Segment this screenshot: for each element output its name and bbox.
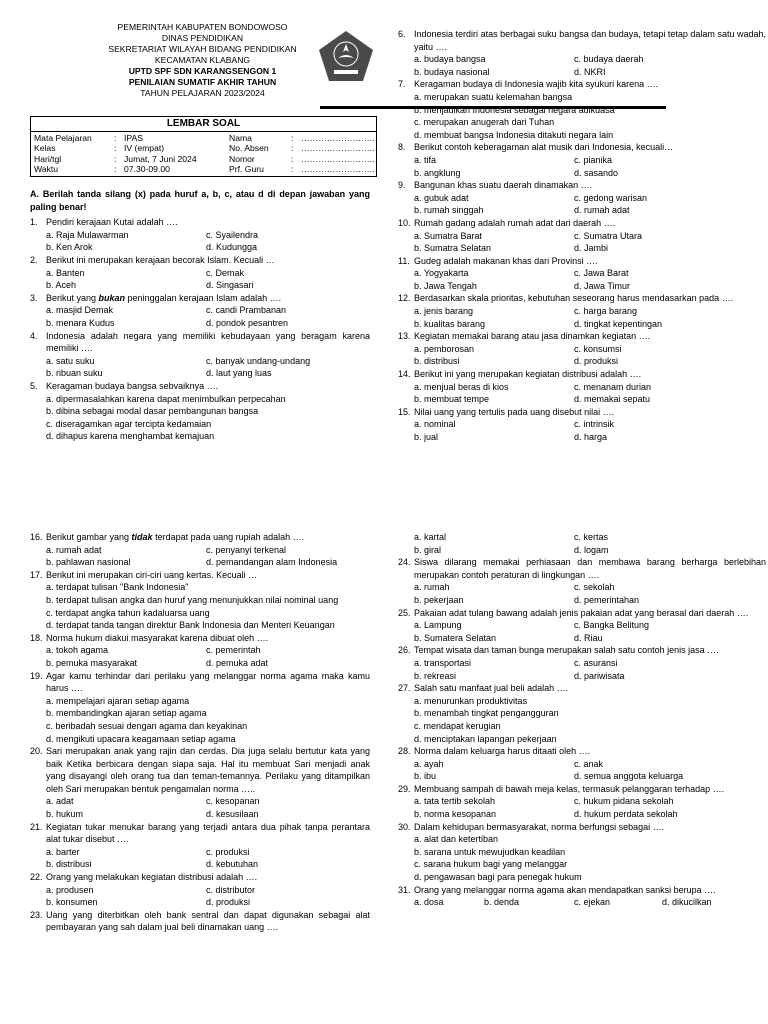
options bbox=[30, 795, 370, 820]
option[interactable]: a. transportasi bbox=[414, 657, 472, 668]
option[interactable]: c. Jawa Barat bbox=[574, 268, 629, 279]
absen-field[interactable]: …………………….. bbox=[301, 143, 375, 154]
option[interactable]: b. distribusi bbox=[46, 859, 92, 870]
option[interactable]: d. tingkat kepentingan bbox=[574, 318, 663, 329]
option[interactable]: b. ibu bbox=[414, 771, 437, 782]
question-14: 14. Berikut ini yang merupakan kegiatan distribusi adalah …. bbox=[398, 369, 642, 380]
option[interactable]: b. jual bbox=[414, 432, 439, 442]
option[interactable]: a. mempelajari ajaran setiap agama bbox=[46, 695, 190, 706]
option[interactable]: c. konsumsi bbox=[574, 343, 622, 354]
option[interactable]: d. rumah adat bbox=[574, 205, 630, 216]
name-field[interactable]: …………………….. bbox=[301, 133, 375, 143]
option[interactable]: d. sasando bbox=[574, 167, 619, 178]
header-line: DINAS PENDIDIKAN bbox=[161, 33, 244, 43]
option[interactable]: d. dikucilkan bbox=[662, 897, 712, 908]
option[interactable]: d. menciptakan lapangan pekerjaan bbox=[414, 733, 557, 744]
field-value: IV (empat) bbox=[124, 143, 165, 154]
option[interactable]: a. tifa bbox=[414, 154, 437, 165]
option[interactable]: c. Bangka Belitung bbox=[574, 620, 650, 631]
option[interactable]: c. terdapat angka tahun kadaluarsa uang bbox=[46, 607, 210, 618]
options bbox=[30, 644, 370, 669]
nomor-field[interactable]: …………………….. bbox=[301, 153, 375, 164]
field-label: Hari/tgl bbox=[34, 153, 62, 164]
exam-name: PENILAIAN SUMATIF AKHIR TAHUN bbox=[128, 77, 277, 87]
option[interactable]: a. jenis barang bbox=[414, 306, 474, 317]
option[interactable]: a. Banten bbox=[46, 267, 85, 278]
question-31: 31. Orang yang melanggar norma agama akan mendapatkan sanksi berupa …. bbox=[398, 884, 716, 895]
option[interactable]: c. ejekan bbox=[574, 897, 611, 908]
option[interactable]: b. angklung bbox=[414, 167, 461, 178]
options bbox=[398, 91, 766, 141]
options bbox=[30, 229, 370, 254]
option[interactable]: d. membuat bangsa Indonesia ditakuti negara lain bbox=[414, 129, 614, 140]
option[interactable]: a. Sumatra Barat bbox=[414, 230, 483, 241]
options bbox=[398, 192, 766, 217]
options bbox=[30, 581, 370, 631]
option[interactable]: b. pekerjaan bbox=[414, 594, 464, 605]
option[interactable]: b. menambah tingkat pengangguran bbox=[414, 708, 559, 719]
question-29: 29. Membuang sampah di bawah meja kelas, termasuk pelanggaran terhadap …. bbox=[398, 783, 725, 794]
option[interactable]: b. Aceh bbox=[46, 280, 77, 291]
field-label: No. Absen bbox=[229, 143, 269, 154]
option[interactable]: d. semua anggota keluarga bbox=[574, 771, 684, 782]
field-label: Kelas bbox=[34, 143, 56, 154]
question-9: 9. Bangunan khas suatu daerah dinamakan …. bbox=[398, 180, 593, 191]
option[interactable]: b. pemuka masyarakat bbox=[46, 657, 138, 668]
option[interactable]: d. Kudungga bbox=[206, 242, 258, 253]
options bbox=[30, 846, 370, 871]
option[interactable]: d. Singasari bbox=[206, 280, 254, 291]
option[interactable]: b. Sumatera Selatan bbox=[414, 632, 497, 643]
question-8: 8. Berikut contoh keberagaman alat musik dari Indonesia, kecuali… bbox=[398, 142, 674, 153]
options bbox=[30, 884, 370, 909]
option[interactable]: b. konsumen bbox=[46, 897, 98, 908]
guru-field[interactable]: …………………….. bbox=[301, 164, 375, 175]
option[interactable]: b. dibina sebagai modal dasar pembangunan bangsa bbox=[46, 406, 259, 417]
field-value: Jumat, 7 Juni 2024 bbox=[124, 153, 197, 164]
option[interactable]: a. tokoh agama bbox=[46, 645, 109, 656]
options bbox=[30, 304, 370, 329]
option[interactable]: b. menara Kudus bbox=[46, 317, 115, 328]
option[interactable]: b. norma kesopanan bbox=[414, 809, 497, 820]
option[interactable]: a. ayah bbox=[414, 758, 444, 769]
option[interactable]: a. rumah adat bbox=[46, 544, 102, 555]
option[interactable]: c. harga barang bbox=[574, 306, 638, 317]
header-line: SEKRETARIAT WILAYAH BIDANG PENDIDIKAN bbox=[108, 44, 297, 54]
emphasis: bukan bbox=[98, 292, 126, 303]
option[interactable]: b. rekreasi bbox=[414, 670, 457, 681]
question-24: 24. Siswa dilarang memakai perhiasaan dan membawa barang berharga berlebihan merupakan contoh peraturan di lingkungan …. bbox=[398, 557, 766, 580]
question-column-top-right bbox=[398, 28, 766, 444]
options bbox=[398, 418, 766, 443]
option[interactable]: d. logam bbox=[574, 544, 609, 555]
option[interactable]: d. pengawasan bagi para penegak hukum bbox=[414, 872, 582, 883]
options bbox=[398, 581, 766, 606]
option[interactable]: a. pemborosan bbox=[414, 343, 475, 354]
option[interactable]: d. Jambi bbox=[574, 243, 609, 254]
option[interactable]: b. distribusi bbox=[414, 356, 460, 367]
option[interactable]: c. produksi bbox=[206, 846, 250, 857]
section-instruction: A. Berilah tanda silang (x) pada huruf a, b, c, atau d di depan jawaban yang paling benar! bbox=[30, 189, 370, 212]
question-15: 15. Nilai uang yang tertulis pada uang disebut nilai …. bbox=[398, 406, 615, 417]
option[interactable]: d. pondok pesantren bbox=[206, 317, 289, 328]
question-16: 16. Berikut gambar yang tidak terdapat pada uang rupiah adalah …. bbox=[30, 532, 305, 542]
option[interactable]: d. hukum perdata sekolah bbox=[574, 809, 678, 820]
option[interactable]: b. pahlawan nasional bbox=[46, 557, 131, 568]
option[interactable]: c. asuransi bbox=[574, 657, 618, 668]
option[interactable]: c. sekolah bbox=[574, 582, 615, 593]
option[interactable]: c. penyanyi terkenal bbox=[206, 544, 287, 555]
question-6: 6. Indonesia terdiri atas berbagai suku bangsa dan budaya, tetapi tetap dalam satu wadah, yaitu …. bbox=[398, 29, 766, 52]
option[interactable]: b. menjadikan Indonesia sebagai negara adikuasa bbox=[414, 104, 615, 115]
options bbox=[398, 896, 766, 909]
option[interactable]: c. Syailendra bbox=[206, 229, 259, 240]
question-column-bottom-left bbox=[30, 531, 370, 934]
option[interactable]: a. Yogyakarta bbox=[414, 268, 469, 279]
options bbox=[30, 695, 370, 745]
emphasis: tidak bbox=[131, 532, 153, 542]
question-23: 23. Uang yang diterbitkan oleh bank sentral dan dapat digunakan sebagai alat pembayaran yang sah dalam jual beli dinamakan uang …. bbox=[30, 909, 370, 933]
option[interactable]: c. anak bbox=[574, 758, 604, 769]
option[interactable]: c. gedong warisan bbox=[574, 192, 648, 203]
school-year: TAHUN PELAJARAN 2023/2024 bbox=[140, 88, 265, 98]
option[interactable]: a. Raja Mulawarman bbox=[46, 229, 129, 240]
option[interactable]: b. budaya nasional bbox=[414, 66, 490, 77]
question-28: 28. Norma dalam keluarga harus ditaati oleh …. bbox=[398, 746, 591, 757]
option[interactable]: d. pemuka adat bbox=[206, 657, 269, 668]
option[interactable]: a. Lampung bbox=[414, 620, 462, 631]
options bbox=[398, 53, 766, 78]
options bbox=[398, 343, 766, 368]
question-26: 26. Tempat wisata dan taman bunga merupakan salah satu contoh jenis jasa …. bbox=[398, 645, 719, 656]
option[interactable]: d. harga bbox=[574, 432, 608, 442]
option[interactable]: d. produksi bbox=[206, 897, 251, 908]
question-19: 19. Agar kamu terhindar dari perilaku yang melanggar norma agama maka kamu harus …. bbox=[30, 670, 370, 694]
option[interactable]: b. denda bbox=[484, 897, 520, 908]
question-4: 4. Indonesia adalah negara yang memiliki kebudayaan yang beragam karena memiliki …. bbox=[30, 330, 370, 354]
options bbox=[30, 355, 370, 380]
option[interactable]: a. gubuk adat bbox=[414, 192, 469, 203]
question-25: 25. Pakaian adat tulang bawang adalah jenis pakaian adat yang berasal dari daerah …. bbox=[398, 607, 749, 618]
option[interactable]: c. intrinsik bbox=[574, 419, 615, 430]
option[interactable]: c. distributor bbox=[206, 884, 256, 895]
option[interactable]: d. mengikuti upacara keagamaan setiap agama bbox=[46, 733, 236, 744]
question-column-bottom-right bbox=[398, 531, 766, 909]
field-value: IPAS bbox=[124, 133, 143, 143]
option[interactable]: b. giral bbox=[414, 544, 442, 555]
option[interactable]: b. Ken Arok bbox=[46, 242, 93, 253]
option[interactable]: d. laut yang luas bbox=[206, 368, 272, 379]
option[interactable]: b. rumah singgah bbox=[414, 205, 484, 216]
header-line: PEMERINTAH KABUPATEN BONDOWOSO bbox=[117, 22, 288, 32]
option[interactable]: a. kartal bbox=[414, 532, 447, 542]
question-20: 20. Sari merupakan anak yang rajin dan cerdas. Dia juga selalu bertutur kata yang baik Ketika berbicara dengan siapa saja. Hal itu membuat Sari menjadi anak yang disayangi oleh orang tua dan teman-temannya. Perilaku yang ditampilkan oleh Sari merupakan bentuk pengamalan norma ….. bbox=[30, 746, 370, 794]
question-7: 7. Keragaman budaya di Indonesia wajib kita syukuri karena …. bbox=[398, 79, 659, 90]
question-10: 10. Rumah gadang adalah rumah adat dari daerah …. bbox=[398, 217, 616, 228]
options bbox=[30, 267, 370, 292]
options bbox=[398, 381, 766, 406]
option[interactable]: c. Sumatra Utara bbox=[574, 230, 643, 241]
option[interactable]: b. sarana untuk mewujudkan keadilan bbox=[414, 846, 566, 857]
option[interactable]: d. kebutuhan bbox=[206, 859, 259, 870]
question-30: 30. Dalam kehidupan bermasyarakat, norma berfungsi sebagai …. bbox=[398, 821, 665, 832]
option[interactable]: b. Sumatra Selatan bbox=[414, 243, 492, 254]
question-21: 21. Kegiatan tukar menukar barang yang terjadi antara dua pihak tanpa perantara alat tukar disebut …. bbox=[30, 821, 370, 845]
question-2: 2. Berikut ini merupakan kerajaan becorak Islam. Kecuali … bbox=[30, 254, 275, 265]
options bbox=[398, 305, 766, 330]
options bbox=[398, 695, 766, 745]
option[interactable]: d. pemerintahan bbox=[574, 594, 640, 605]
option[interactable]: a. budaya bangsa bbox=[414, 54, 486, 65]
option[interactable]: a. produsen bbox=[46, 884, 94, 895]
option[interactable]: b. terdapat tulisan angka dan huruf yang menunjukkan nilai nominal uang bbox=[46, 594, 339, 605]
option[interactable]: d. kesusilaan bbox=[206, 809, 259, 820]
question-3: 3. Berikut yang bukan peninggalan kerajaan Islam adalah …. bbox=[30, 292, 282, 303]
field-label: Nomor bbox=[229, 153, 255, 164]
question-17: 17. Berikut ini merupakan ciri-ciri uang kertas. Kecuali … bbox=[30, 569, 258, 580]
option[interactable]: c. banyak undang-undang bbox=[206, 355, 311, 366]
option[interactable]: a. menjual beras di kios bbox=[414, 381, 509, 392]
option[interactable]: a. masjid Demak bbox=[46, 305, 114, 316]
option[interactable]: d. Riau bbox=[574, 632, 603, 643]
option[interactable]: a. rumah bbox=[414, 582, 450, 593]
option[interactable]: d. pemandangan alam Indonesia bbox=[206, 557, 338, 568]
option[interactable]: d. pariwisata bbox=[574, 670, 625, 681]
options bbox=[30, 544, 370, 569]
lembar-soal-box: LEMBAR SOAL Mata Pelajaran : IPAS Nama : …………………….. Kelas : IV (empat) No. Absen : …………………….. Hari/tgl : Jumat, 7 Juni 2024 Nomor : …………………….. Waktu : 07.30-09.00 Prf. Guru : …………………….. bbox=[30, 116, 377, 177]
option[interactable]: a. adat bbox=[46, 796, 74, 807]
option[interactable]: a. barter bbox=[46, 846, 80, 857]
question-column-top-left bbox=[30, 188, 370, 443]
option[interactable]: d. Jawa Timur bbox=[574, 280, 631, 291]
options bbox=[398, 531, 766, 556]
option[interactable]: c. pianika bbox=[574, 154, 613, 165]
option[interactable]: a. nominal bbox=[414, 419, 456, 430]
field-label: Mata Pelajaran bbox=[34, 133, 92, 143]
field-label: Prf. Guru bbox=[229, 164, 264, 175]
option[interactable]: c. diseragamkan agar tercipta kedamaian bbox=[46, 418, 212, 429]
options bbox=[398, 619, 766, 644]
header-line: KECAMATAN KLABANG bbox=[154, 55, 251, 65]
option[interactable]: a. alat dan ketertiban bbox=[414, 834, 499, 845]
options bbox=[398, 154, 766, 179]
field-label: Nama bbox=[229, 133, 252, 143]
option[interactable]: c. pemerintah bbox=[206, 645, 261, 656]
option[interactable]: a. menurunkan produktivitas bbox=[414, 695, 528, 706]
option[interactable]: b. ribuan suku bbox=[46, 368, 103, 379]
lembar-soal-title: LEMBAR SOAL bbox=[31, 117, 376, 132]
option[interactable]: b. membuat tempe bbox=[414, 394, 490, 405]
options bbox=[398, 657, 766, 682]
question-13: 13. Kegiatan memakai barang atau jasa dinamkan kegiatan …. bbox=[398, 331, 651, 342]
option[interactable]: b. membandingkan ajaran setiap agama bbox=[46, 708, 207, 719]
option[interactable]: c. hukum pidana sekolah bbox=[574, 796, 674, 807]
option[interactable]: c. sarana hukum bagi yang melanggar bbox=[414, 859, 568, 870]
option[interactable]: d. memakai sepatu bbox=[574, 394, 651, 405]
option[interactable]: c. candi Prambanan bbox=[206, 305, 287, 316]
question-18: 18. Norma hukum diakui masyarakat karena dibuat oleh …. bbox=[30, 632, 269, 643]
question-22: 22. Orang yang melakukan kegiatan distribusi adalah …. bbox=[30, 872, 258, 883]
option[interactable]: c. kertas bbox=[574, 532, 609, 542]
option[interactable]: a. satu suku bbox=[46, 355, 95, 366]
option[interactable]: c. mendapat kerugian bbox=[414, 720, 501, 731]
tut-wuri-handayani-logo-icon bbox=[318, 30, 374, 82]
question-5: 5. Keragaman budaya bangsa sebvaiknya …. bbox=[30, 380, 219, 391]
question-12: 12. Berdasarkan skala prioritas, kebutuhan seseorang harus mendasarkan pada …. bbox=[398, 293, 734, 304]
option[interactable]: d. terdapat tanda tangan direktur Bank Indonesia dan Menteri Keuangan bbox=[46, 620, 335, 631]
option[interactable]: c. budaya daerah bbox=[574, 54, 644, 65]
question-1: 1. Pendiri kerajaan Kutai adalah …. bbox=[30, 217, 178, 228]
option[interactable]: a. dosa bbox=[414, 897, 444, 908]
option[interactable]: b. Jawa Tengah bbox=[414, 280, 477, 291]
school-name: UPTD SPF SDN KARANGSENGON 1 bbox=[128, 66, 277, 76]
option[interactable]: c. merupakan anugerah dari Tuhan bbox=[414, 117, 555, 128]
field-value: 07.30-09.00 bbox=[124, 164, 170, 175]
option[interactable]: d. NKRI bbox=[574, 66, 606, 77]
option[interactable]: b. hukum bbox=[46, 809, 84, 820]
option[interactable]: c. beribadah sesuai dengan agama dan keyakinan bbox=[46, 720, 248, 731]
field-label: Waktu bbox=[34, 164, 59, 175]
option[interactable]: c. menanam durian bbox=[574, 381, 652, 392]
option[interactable]: c. Demak bbox=[206, 267, 245, 278]
options bbox=[30, 393, 370, 443]
option[interactable]: d. produksi bbox=[574, 356, 619, 367]
option[interactable]: c. kesopanan bbox=[206, 796, 260, 807]
option[interactable]: a. tata tertib sekolah bbox=[414, 796, 496, 807]
question-11: 11. Gudeg adalah makanan khas dari Provinsi …. bbox=[398, 255, 598, 266]
options bbox=[398, 833, 766, 883]
options bbox=[398, 267, 766, 292]
options bbox=[398, 230, 766, 255]
option[interactable]: a. dipermasalahkan karena dapat menimbulkan perpecahan bbox=[46, 393, 286, 404]
options bbox=[398, 795, 766, 820]
option[interactable]: a. terdapat tulisan "Bank Indonesia" bbox=[46, 582, 189, 593]
question-27: 27. Salah satu manfaat jual beli adalah …. bbox=[398, 683, 569, 694]
options bbox=[398, 758, 766, 783]
option[interactable]: b. kualitas barang bbox=[414, 318, 486, 329]
option[interactable]: a. merupakan suatu kelemahan bangsa bbox=[414, 91, 573, 102]
option[interactable]: d. dihapus karena menghambat kemajuan bbox=[46, 431, 215, 442]
